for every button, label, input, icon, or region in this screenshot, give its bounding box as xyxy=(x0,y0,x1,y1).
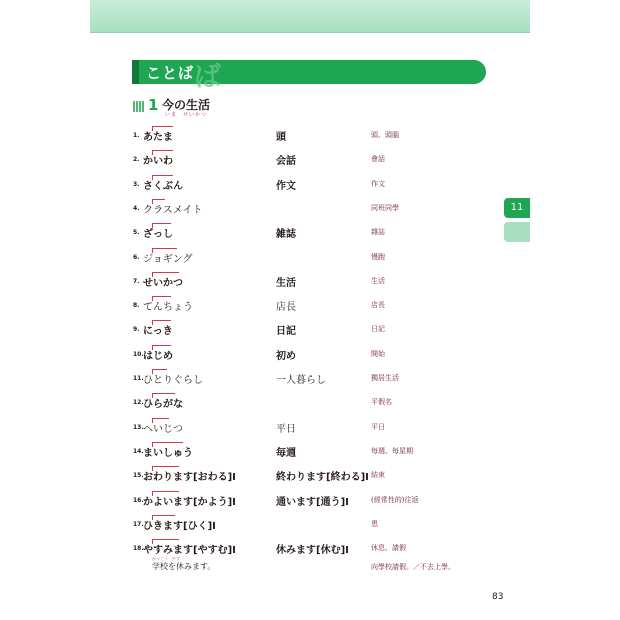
chapter-tab-next[interactable] xyxy=(504,222,530,242)
entry-meaning: 雜誌 xyxy=(371,228,385,237)
entry-kanji: 一人暮らし xyxy=(276,375,326,386)
entry-reading: せいかつ xyxy=(143,277,183,289)
entry-number: 17. xyxy=(133,520,144,528)
vocab-entry xyxy=(0,125,620,149)
entry-meaning: 頭、頭腦 xyxy=(371,131,399,139)
entry-meaning: 同班同學 xyxy=(371,203,399,212)
entry-reading: ざっし xyxy=(143,229,173,241)
entry-reading: ジョギング xyxy=(143,253,193,265)
entry-number: 14. xyxy=(133,447,144,455)
entry-meaning: 會話 xyxy=(371,155,385,164)
entry-reading: てんちょう xyxy=(143,302,193,314)
vocab-entry xyxy=(0,368,620,392)
banner-ghost-character: ば xyxy=(194,62,221,93)
entry-kanji: 頭 xyxy=(276,132,286,143)
entry-number: 9. xyxy=(133,326,140,334)
entry-reading: まいしゅう xyxy=(143,447,193,459)
entry-kanji: 日記 xyxy=(276,326,296,338)
entry-meaning: 生活 xyxy=(371,276,385,285)
entry-kanji: 休みます[休む]Ⅰ xyxy=(276,545,349,557)
entry-number: 18. xyxy=(133,545,144,553)
entry-number: 3. xyxy=(133,180,140,188)
vocab-entry xyxy=(0,149,620,173)
entry-reading: にっき xyxy=(143,326,173,338)
entry-number: 7. xyxy=(133,277,140,285)
entry-meaning: 患 xyxy=(371,519,378,528)
section-number: 1 xyxy=(148,96,159,114)
header-band xyxy=(90,0,530,33)
entry-meaning: (經常性的)往返 xyxy=(371,495,419,504)
entry-reading: ひとりぐらし xyxy=(143,375,203,386)
entry-reading: はじめ xyxy=(143,350,173,362)
entry-kanji: 平日 xyxy=(276,423,296,435)
entry-reading: かいわ xyxy=(143,156,173,168)
example-sentence-meaning: 向學校請假。／不去上學。 xyxy=(371,563,455,571)
vocab-entry xyxy=(0,319,620,343)
entry-reading: あたま xyxy=(143,132,173,143)
entry-number: 10. xyxy=(133,350,144,358)
entry-number: 16. xyxy=(133,496,144,504)
entry-reading: さくぶん xyxy=(143,180,183,192)
entry-kanji: 店長 xyxy=(276,302,296,314)
banner-accent-bar xyxy=(132,60,139,84)
entry-kanji: 雑誌 xyxy=(276,229,296,241)
section-title: 今の生活 xyxy=(162,98,211,112)
entry-meaning: 慢跑 xyxy=(371,252,385,261)
vocab-entry xyxy=(0,392,620,416)
entry-kanji: 作文 xyxy=(276,180,296,192)
vocab-entry xyxy=(0,514,620,538)
entry-number: 11. xyxy=(133,375,144,382)
entry-meaning: 休息、請假 xyxy=(371,544,406,553)
vocab-entry xyxy=(0,295,620,319)
example-sentence-ruby: がっこう やす xyxy=(152,556,180,561)
vocab-entry xyxy=(0,538,620,562)
entry-reading: ひきます[ひく]Ⅰ xyxy=(143,520,216,532)
entry-reading: ひらがな xyxy=(143,399,183,411)
entry-reading: やすみます[やすむ]Ⅰ xyxy=(143,545,236,557)
vocab-entry xyxy=(0,271,620,295)
entry-reading: クラスメイト xyxy=(143,204,203,216)
entry-meaning: 開始 xyxy=(371,349,385,358)
entry-kanji: 通います[通う]Ⅰ xyxy=(276,496,349,508)
entry-number: 13. xyxy=(133,423,144,431)
vocab-entry xyxy=(0,465,620,489)
entry-kanji: 初め xyxy=(276,350,296,362)
vocab-entry xyxy=(0,247,620,271)
entry-reading: おわります[おわる]Ⅰ xyxy=(143,472,236,484)
entry-meaning: 結束 xyxy=(371,471,385,480)
vocab-entry xyxy=(0,490,620,514)
entry-number: 5. xyxy=(133,229,140,237)
entry-kanji: 会話 xyxy=(276,156,296,168)
entry-meaning: 平日 xyxy=(371,422,385,431)
vocab-entry xyxy=(0,344,620,368)
entry-number: 12. xyxy=(133,399,144,407)
entry-meaning: 日記 xyxy=(371,325,385,334)
entry-kanji: 終わります[終わる]Ⅰ xyxy=(276,472,369,484)
vocab-entry xyxy=(0,417,620,441)
vocab-entry xyxy=(0,174,620,198)
entry-number: 1. xyxy=(133,132,140,139)
chapter-tab-active[interactable]: 11 xyxy=(504,198,530,218)
entry-number: 4. xyxy=(133,204,140,212)
section-marker-icon xyxy=(133,101,144,112)
banner-title: ことば xyxy=(146,64,195,82)
entry-kanji: 生活 xyxy=(276,277,296,289)
entry-reading: へいじつ xyxy=(143,423,183,435)
entry-meaning: 作文 xyxy=(371,179,385,188)
entry-meaning: 店長 xyxy=(371,301,385,310)
entry-number: 2. xyxy=(133,156,140,164)
section-title-ruby: いま せいかつ xyxy=(165,112,208,118)
entry-kanji: 毎週 xyxy=(276,447,296,459)
entry-reading: かよいます[かよう]Ⅰ xyxy=(143,496,236,508)
entry-number: 6. xyxy=(133,253,140,261)
entry-number: 15. xyxy=(133,472,144,480)
entry-meaning: 每週、每星期 xyxy=(371,446,413,455)
vocab-entry xyxy=(0,441,620,465)
entry-meaning: 獨居生活 xyxy=(371,374,399,382)
example-sentence: 学校を休みます。 xyxy=(152,562,216,571)
entry-number: 8. xyxy=(133,302,140,310)
entry-meaning: 平假名 xyxy=(371,398,392,407)
page-number: 83 xyxy=(492,592,504,602)
